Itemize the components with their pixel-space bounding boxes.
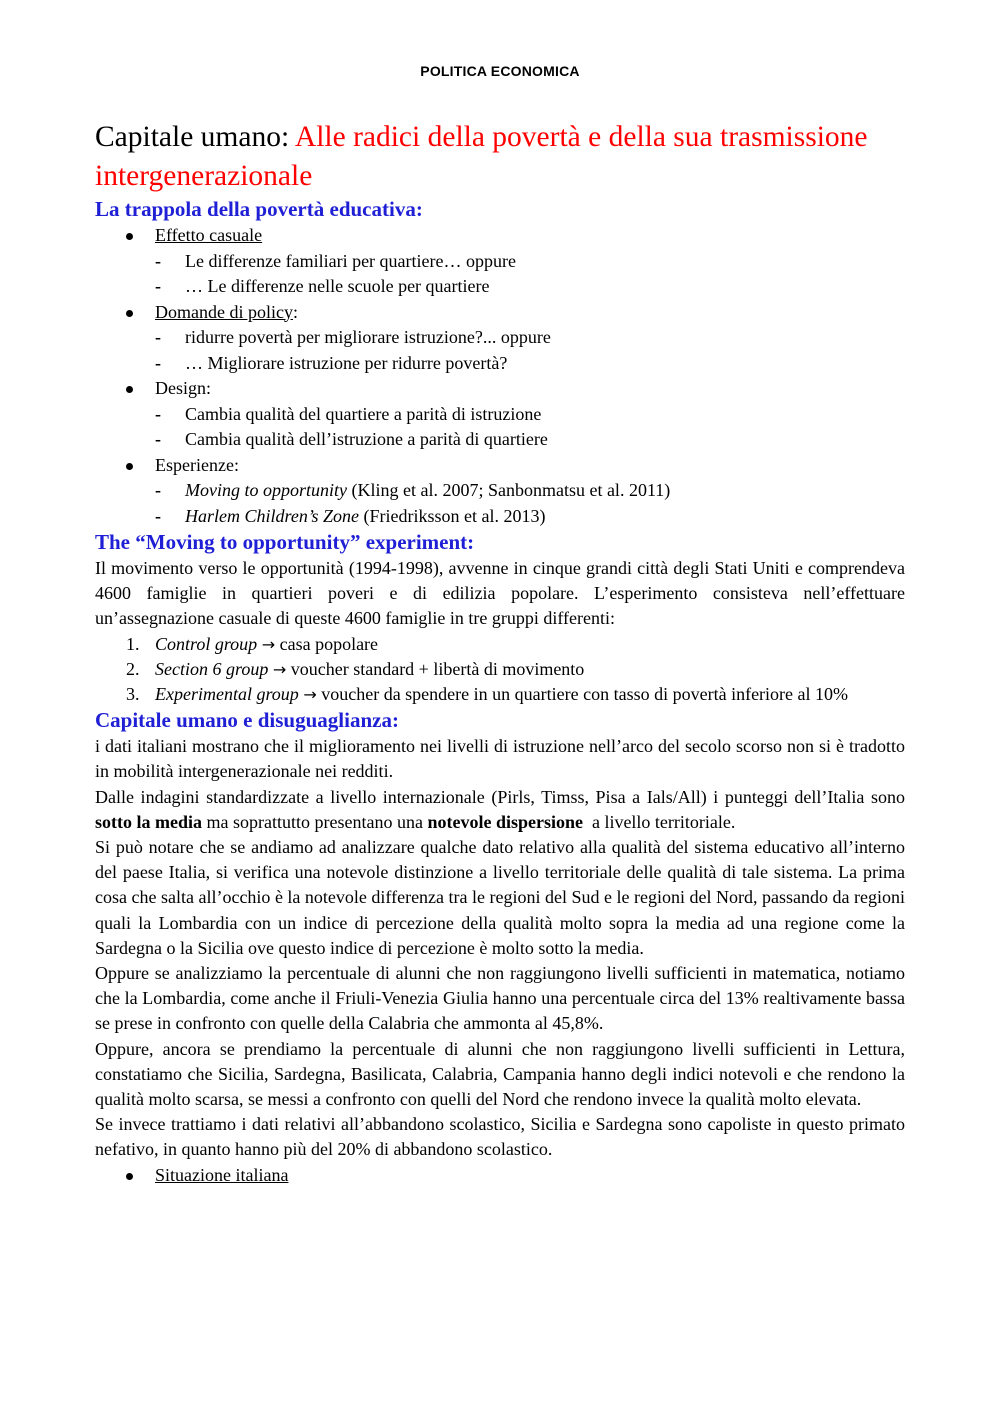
- dash-icon: -: [155, 276, 161, 296]
- group-name: Control group: [155, 633, 258, 654]
- citation: (Friedriksson et al. 2013): [359, 505, 546, 526]
- bullet-label: Domande di policy: [155, 301, 293, 322]
- group-name: Section 6 group: [155, 658, 269, 679]
- paragraph: Oppure, ancora se prendiamo la percentuale di alunni che non raggiungono livelli sufficienti in Lettura, constatiamo che Sicilia, Sardegna, Basilicata, Calabria, Campania hanno degli indici notevoli e che rendono la qualità molto scarsa, se messi a confronto con quelli del Nord che rendono invece la qualità molto elevata.: [95, 1038, 905, 1110]
- bullet-label: Effetto casuale: [155, 225, 263, 245]
- paragraph: i dati italiani mostrano che il miglioramento nei livelli di istruzione nell’arco del secolo scorso non si è tradotto in mobilità intergenerazionale nei redditi.: [95, 736, 905, 782]
- page-content: [95, 118, 905, 1188]
- group-description: voucher da spendere in un quartiere con tasso di povertà inferiore al 10%: [316, 684, 849, 705]
- sub-item: [95, 274, 905, 300]
- sub-item-text: ridurre povertà per migliorare istruzione?... oppure: [185, 327, 551, 347]
- list-item: [95, 300, 905, 377]
- dash-icon: -: [155, 480, 161, 500]
- emphasis: sotto la media: [95, 811, 202, 832]
- paragraph: Si può notare che se andiamo ad analizzare qualche dato relativo alla qualità del sistema educativo all’interno del paese Italia, si verifica una notevole distinzione a livello territoriale delle qualità di tale sistema. La prima cosa che salta all’occhio è la notevole differenza tra le regioni del Sud e le regioni del Nord, passando da regioni quali la Lombardia con un indice di percezione della qualità molto sopra la media ad una regione come la Sardegna o la Sicilia ove questo indice di percezione è molto sotto la media.: [95, 837, 905, 958]
- paragraph-text: a livello territoriale.: [582, 811, 736, 832]
- experiment-name: Harlem Children’s Zone: [185, 505, 360, 526]
- bullet-icon: [126, 233, 133, 240]
- sub-item-text: Cambia qualità del quartiere a parità di istruzione: [185, 403, 542, 424]
- list-item: [95, 682, 905, 707]
- group-name: Experimental group: [155, 684, 299, 705]
- item-number: 1.: [126, 633, 140, 654]
- dash-icon: -: [155, 505, 161, 526]
- sub-list: [155, 478, 905, 529]
- bullet-icon: [126, 310, 133, 317]
- document-title: [95, 118, 905, 196]
- section-heading-mto-experiment: The “Moving to opportunity” experiment:: [95, 530, 475, 554]
- sub-item: [95, 427, 905, 453]
- numbered-list: [95, 632, 905, 708]
- bullet-icon: [126, 463, 133, 470]
- section-heading-poverty-trap: La trappola della povertà educativa:: [95, 197, 423, 221]
- bullet-list: [95, 1163, 905, 1189]
- list-item: [95, 223, 905, 300]
- sub-item-text: Le differenze familiari per quartiere… oppure: [185, 250, 516, 271]
- list-item: [95, 657, 905, 682]
- paragraph: Se invece trattiamo i dati relativi all’abbandono scolastico, Sicilia e Sardegna sono capoliste in questo primato nefativo, in quanto hanno più del 20% di abbandono scolastico.: [95, 1114, 905, 1160]
- sub-item: [95, 402, 905, 428]
- citation: (Kling et al. 2007; Sanbonmatsu et al. 2011): [346, 480, 671, 500]
- dash-icon: -: [155, 403, 161, 424]
- sub-list: [155, 249, 905, 300]
- group-description: voucher standard + libertà di movimento: [286, 658, 585, 679]
- bullet-list: [95, 223, 905, 529]
- bullet-label: Esperienze:: [155, 454, 239, 475]
- sub-item: [95, 325, 905, 351]
- sub-list: [155, 402, 905, 453]
- section-heading-human-capital-inequality: Capitale umano e disuguaglianza:: [95, 708, 399, 733]
- page-header: POLITICA ECONOMICA: [420, 63, 580, 79]
- sub-item-text: … Le differenze nelle scuole per quartiere: [185, 276, 490, 296]
- list-item: [95, 453, 905, 530]
- sub-list: [155, 325, 905, 376]
- title-highlight: Alle radici della povertà e della sua trasmissione intergenerazionale: [95, 121, 868, 192]
- title-prefix: Capitale umano:: [95, 121, 295, 153]
- bullet-label: Situazione italiana: [155, 1164, 289, 1185]
- experiment-name: Moving to opportunity: [185, 480, 347, 500]
- sub-item-text: Cambia qualità dell’istruzione a parità di quartiere: [185, 429, 548, 449]
- dash-icon: -: [155, 429, 161, 449]
- paragraph: Il movimento verso le opportunità (1994-1998), avvenne in cinque grandi città degli Stati Uniti e comprendeva 4600 famiglie in quartieri poveri e di edilizia popolare. L’esperimento consisteva nell’effettuare un’assegnazione casuale di queste 4600 famiglie in tre gruppi differenti:: [95, 558, 905, 629]
- arrow-right-icon: →: [303, 685, 317, 705]
- sub-item: [95, 478, 905, 504]
- list-item: [95, 376, 905, 453]
- sub-item: [95, 504, 905, 530]
- arrow-right-icon: →: [261, 634, 276, 654]
- sub-item-text: … Migliorare istruzione per ridurre povertà?: [185, 352, 508, 373]
- sub-item: [95, 249, 905, 275]
- bullet-suffix: :: [292, 301, 298, 322]
- bullet-label: Design:: [155, 378, 211, 398]
- paragraph: Oppure se analizziamo la percentuale di alunni che non raggiungono livelli sufficienti in matematica, notiamo che la Lombardia, come anche il Friuli-Venezia Giulia hanno una percentuale circa del 13% realtivamente bassa se prese in confronto con quelle della Calabria che ammonta al 45,8%.: [95, 963, 905, 1034]
- arrow-right-icon: →: [272, 659, 287, 679]
- sub-item: [95, 351, 905, 377]
- dash-icon: -: [155, 352, 161, 373]
- group-description: casa popolare: [275, 633, 379, 654]
- paragraph: [95, 785, 905, 835]
- list-item: [95, 632, 905, 657]
- list-item: [95, 1163, 905, 1189]
- dash-icon: -: [155, 327, 161, 347]
- item-number: 3.: [126, 684, 140, 705]
- item-number: 2.: [126, 658, 140, 679]
- bullet-icon: [126, 386, 133, 393]
- paragraph-text: Dalle indagini standardizzate a livello internazionale (Pirls, Timss, Pisa a Ials/All) i punteggi dell’Italia sono: [95, 786, 905, 807]
- emphasis: notevole dispersione: [427, 811, 583, 832]
- dash-icon: -: [155, 250, 161, 271]
- bullet-icon: [126, 1173, 133, 1180]
- paragraph-text: ma soprattutto presentano una: [202, 811, 428, 832]
